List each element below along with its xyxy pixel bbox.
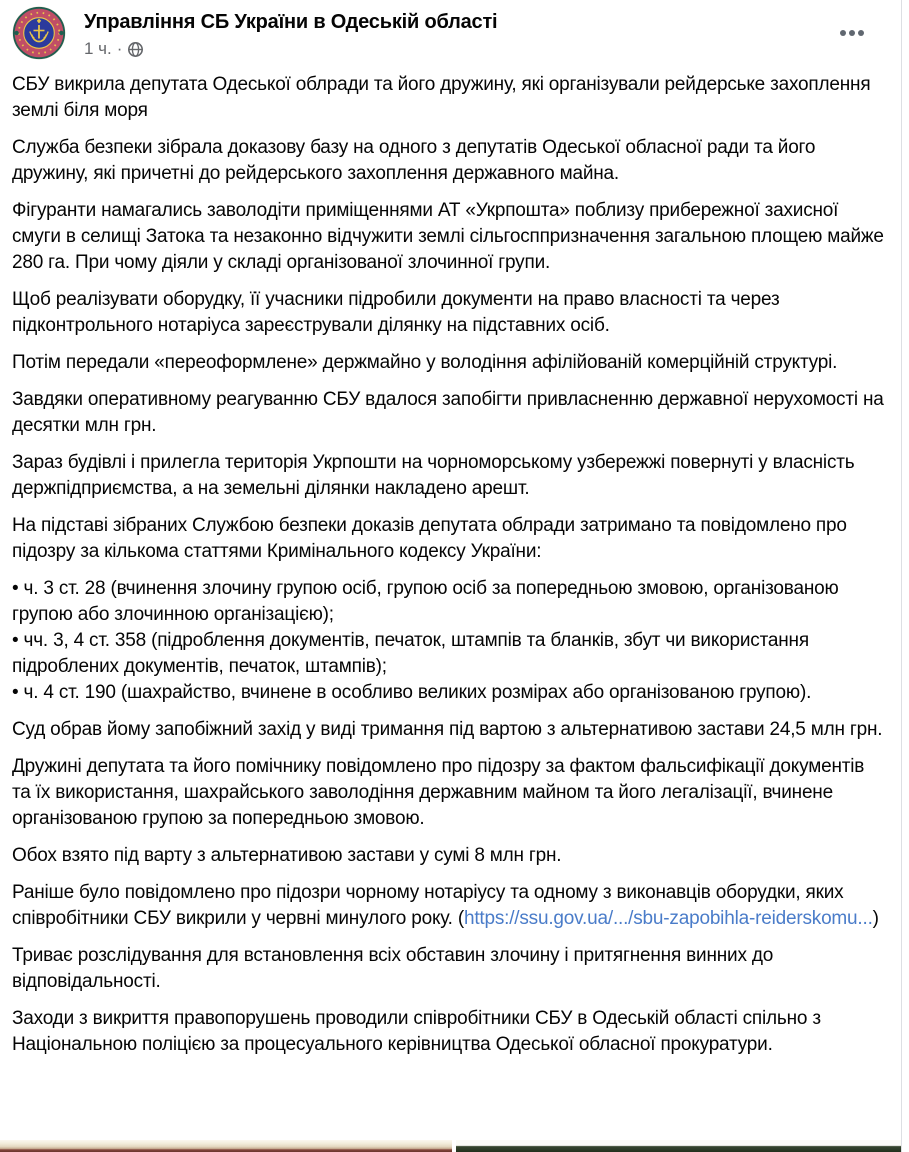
attached-photos-strip <box>0 1140 901 1152</box>
post-paragraph: Служба безпеки зібрала доказову базу на одного з депутатів Одеської обласної ради та його дружину, які причетні до рейдерського захоплення державного майна. <box>12 137 816 184</box>
charge-item: • чч. 3, 4 ст. 358 (підроблення документів, печаток, штампів та бланків, збут чи використання підроблених документів, печаток, штампів); <box>12 630 809 677</box>
post-paragraph: Заходи з викриття правопорушень проводили співробітники СБУ в Одеській області спільно з Національною поліцією за процесуального керівництва Одеської обласної прокуратури. <box>12 1008 821 1055</box>
link-paragraph-before: Раніше було повідомлено про підозри чорному нотаріусу та одному з виконавців оборудки, яких співробітники СБУ викрили у червні минулого року. ( <box>12 882 844 929</box>
post-paragraph: Завдяки оперативному реагуванню СБУ вдалося запобігти привласненню державної нерухомості на десятки млн грн. <box>12 389 884 436</box>
page-name-link[interactable]: Управління СБ України в Одеській області <box>84 11 498 33</box>
charges-list <box>12 576 886 706</box>
post-header <box>0 0 901 60</box>
post-paragraph-with-link <box>12 880 886 932</box>
post-paragraph: Суд обрав йому запобіжний захід у виді тримання під вартою з альтернативою застави 24,5 млн грн. <box>12 719 883 740</box>
post-options-button[interactable] <box>836 24 868 42</box>
post-body <box>0 60 901 1058</box>
attached-photo-2[interactable] <box>456 1140 901 1152</box>
post-timestamp[interactable]: 1 ч. <box>84 39 112 58</box>
globe-public-icon <box>127 41 144 58</box>
post-paragraph: Триває розслідування для встановлення всіх обставин злочину і притягнення винних до відповідальності. <box>12 945 774 992</box>
ellipsis-icon <box>840 30 864 36</box>
post-paragraph: Обох взято під варту з альтернативою застави у сумі 8 млн грн. <box>12 845 562 866</box>
post-paragraph: Щоб реалізувати оборудку, її учасники підробили документи на право власності та через підконтрольного нотаріуса зареєстрували ділянку на підставних осіб. <box>12 289 780 336</box>
post-paragraph: На підставі зібраних Службою безпеки доказів депутата облради затримано та повідомлено про підозру за кількома статтями Кримінального кодексу України: <box>12 515 847 562</box>
header-meta <box>84 6 497 59</box>
page-avatar[interactable] <box>12 6 66 60</box>
post-paragraph: Фігуранти намагались заволодіти приміщеннями АТ «Укрпошта» поблизу прибережної захисної смуги в селищі Затока та незаконно відчужити землі сільгосппризначення загальною площею майже 280 га. При чому діяли у складі організованої злочинної групи. <box>12 200 884 273</box>
meta-separator: · <box>116 39 123 58</box>
sbu-odesa-emblem-icon <box>12 6 66 60</box>
post-paragraph: Потім передали «переоформлене» держмайно у володіння афілійованій комерційній структурі. <box>12 352 838 373</box>
post-paragraph: СБУ викрила депутата Одеської облради та його дружину, які організували рейдерське захоплення землі біля моря <box>12 74 871 121</box>
post-paragraph: Зараз будівлі і прилегла територія Укрпошти на чорноморському узбережжі повернуті у власність держпідприємства, а на земельні ділянки накладено арешт. <box>12 452 855 499</box>
link-paragraph-after: ) <box>872 908 879 929</box>
post-link[interactable]: https://ssu.gov.ua/.../sbu-zapobihla-reiderskomu... <box>463 908 873 929</box>
post-paragraph: Дружині депутата та його помічнику повідомлено про підозру за фактом фальсифікації документів та їх використання, шахрайського заволодіння державним майном та його легалізації, вчинене організованою групою за попередньою змовою. <box>12 756 865 829</box>
post-meta-row <box>84 39 497 59</box>
attached-photo-1[interactable] <box>0 1140 452 1152</box>
charge-item: • ч. 4 ст. 190 (шахрайство, вчинене в особливо великих розмірах або організованою групою). <box>12 682 812 703</box>
charge-item: • ч. 3 ст. 28 (вчинення злочину групою осіб, групою осіб за попередньою змовою, організованою групою або злочинною організацією); <box>12 578 839 625</box>
